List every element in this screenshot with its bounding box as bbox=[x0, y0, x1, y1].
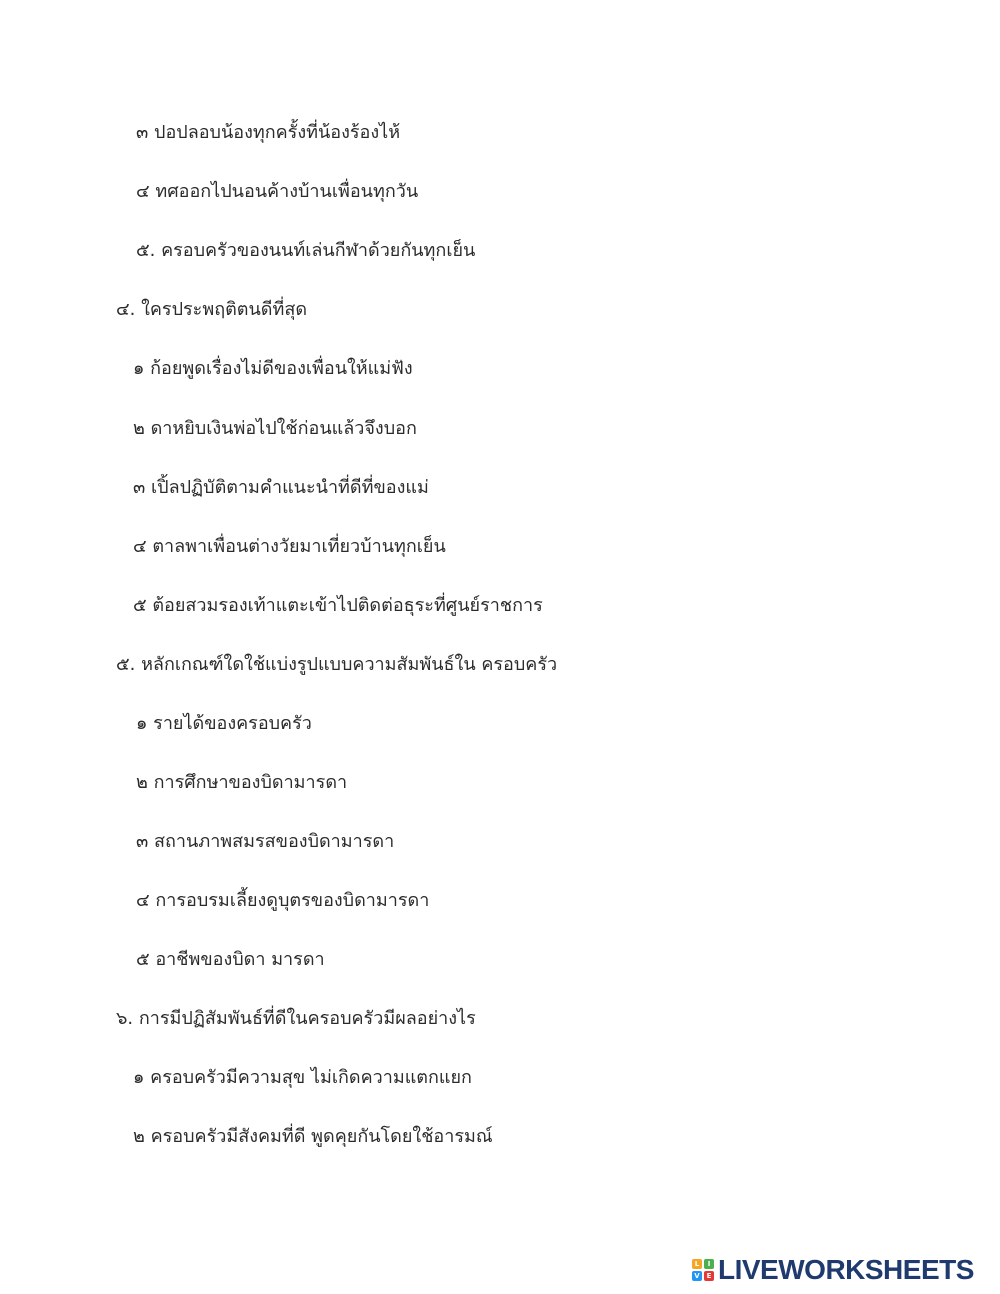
live-icon-e: E bbox=[704, 1271, 714, 1281]
question-6-option-2: ๒ ครอบครัวมีสังคมที่ดี พูดคุยกันโดยใช้อารมณ์ bbox=[133, 1126, 493, 1147]
question-4-option-2: ๒ ดาหยิบเงินพ่อไปใช้ก่อนแล้วจึงบอก bbox=[133, 418, 417, 439]
live-icon-i: I bbox=[704, 1259, 714, 1269]
brand-name: LIVEWORKSHEETS bbox=[718, 1254, 974, 1285]
question-6-option-1: ๑ ครอบครัวมีความสุข ไม่เกิดความแตกแยก bbox=[133, 1067, 472, 1088]
question-5-option-2: ๒ การศึกษาของบิดามารดา bbox=[136, 772, 348, 793]
question-6: ๖. การมีปฏิสัมพันธ์ที่ดีในครอบครัวมีผลอย่างไร bbox=[116, 1008, 476, 1029]
question-5-option-1: ๑ รายได้ของครอบครัว bbox=[136, 713, 312, 734]
question-5: ๕. หลักเกณฑ์ใดใช้แบ่งรูปแบบความสัมพันธ์ใน ครอบครัว bbox=[116, 654, 558, 675]
option-3-previous-question: ๓ ปอปลอบน้องทุกครั้งที่น้องร้องไห้ bbox=[136, 122, 401, 143]
question-4-option-4: ๔ ตาลพาเพื่อนต่างวัยมาเที่ยวบ้านทุกเย็น bbox=[133, 536, 446, 557]
question-5-option-4: ๔ การอบรมเลี้ยงดูบุตรของบิดามารดา bbox=[136, 890, 430, 911]
question-4: ๔. ใครประพฤติตนดีที่สุด bbox=[116, 299, 308, 320]
option-4-previous-question: ๔ ทศออกไปนอนค้างบ้านเพื่อนทุกวัน bbox=[136, 181, 419, 202]
option-5-previous-question: ๕. ครอบครัวของนนท์เล่นกีฬาด้วยกันทุกเย็น bbox=[136, 240, 476, 261]
live-icon bbox=[692, 1259, 714, 1281]
question-4-option-1: ๑ ก้อยพูดเรื่องไม่ดีของเพื่อนให้แม่ฟัง bbox=[133, 358, 413, 379]
liveworksheets-logo bbox=[692, 1253, 974, 1287]
question-4-option-5: ๕ ต้อยสวมรองเท้าแตะเข้าไปติดต่อธุระที่ศูนย์ราชการ bbox=[133, 595, 543, 616]
live-icon-l: L bbox=[692, 1259, 702, 1269]
question-5-option-3: ๓ สถานภาพสมรสของบิดามารดา bbox=[136, 831, 395, 852]
question-5-option-5: ๕ อาชีพของบิดา มารดา bbox=[136, 949, 325, 970]
live-icon-v: V bbox=[692, 1271, 702, 1281]
question-4-option-3: ๓ เปิ้ลปฏิบัติตามคำแนะนำที่ดีที่ของแม่ bbox=[133, 477, 429, 498]
